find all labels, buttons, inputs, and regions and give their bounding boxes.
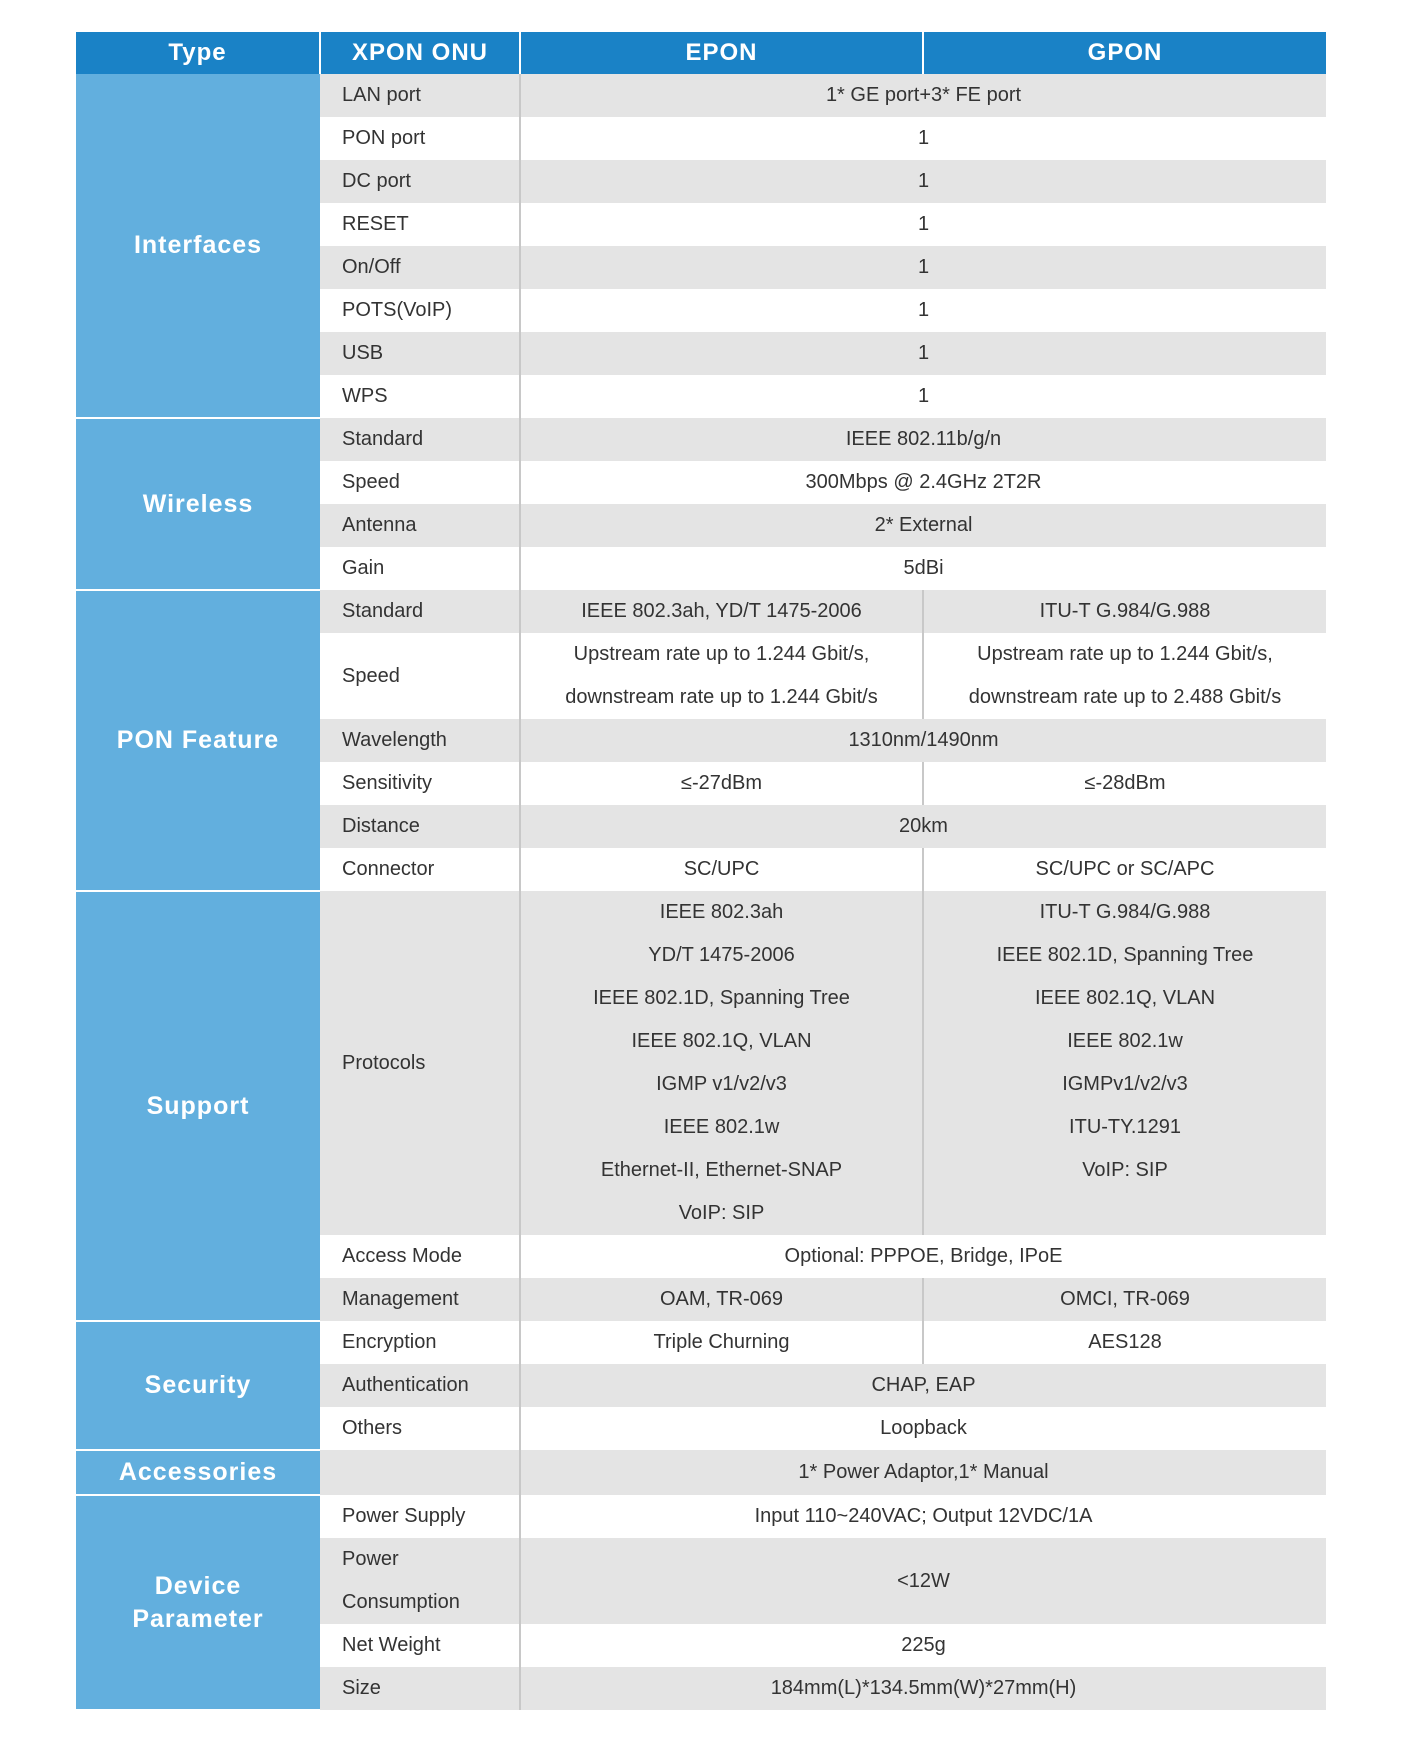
protocol-item: ITU-TY.1291 [1069,1116,1181,1138]
protocol-item: IEEE 802.3ah [659,901,784,923]
gpon-value: OMCI, TR-069 [923,1278,1326,1321]
row-value: <12W [520,1538,1326,1624]
gpon-value: SC/UPC or SC/APC [923,848,1326,891]
row-label: POTS(VoIP) [320,289,520,332]
epon-speed-line: Upstream rate up to 1.244 Gbit/s, [573,643,870,665]
table-row [76,891,1326,1235]
row-label: Distance [320,805,520,848]
gpon-value: ITU-T G.984/G.988 [923,590,1326,633]
header-xpon-onu: XPON ONU [320,32,520,74]
table-row [76,418,1326,461]
protocol-item: IGMPv1/v2/v3 [1062,1073,1188,1095]
row-label: DC port [320,160,520,203]
epon-speed-line: downstream rate up to 1.244 Gbit/s [565,686,878,708]
group-accessories: Accessories [76,1450,320,1495]
protocol-item: IEEE 802.1Q, VLAN [1034,987,1216,1009]
table-row [76,1321,1326,1364]
group-device-line-2: Parameter [132,1604,264,1633]
row-label: Connector [320,848,520,891]
row-label [320,1450,520,1495]
epon-protocols [520,891,923,1235]
row-value: Loopback [520,1407,1326,1450]
row-label: Standard [320,590,520,633]
row-value: 300Mbps @ 2.4GHz 2T2R [520,461,1326,504]
row-label: WPS [320,375,520,418]
row-value: 1 [520,246,1326,289]
row-label: Authentication [320,1364,520,1407]
protocol-item: YD/T 1475-2006 [648,944,795,966]
header-gpon: GPON [923,32,1326,74]
protocol-item: IEEE 802.1D, Spanning Tree [593,987,850,1009]
table-row [76,1450,1326,1495]
protocol-item: IEEE 802.1w [1067,1030,1183,1052]
group-support: Support [76,891,320,1321]
row-label: RESET [320,203,520,246]
row-label: Protocols [320,891,520,1235]
row-value: 1 [520,160,1326,203]
row-label: Power Supply [320,1495,520,1538]
protocol-item: IEEE 802.1D, Spanning Tree [996,944,1254,966]
row-label: Wavelength [320,719,520,762]
epon-value: ≤-27dBm [520,762,923,805]
row-label: Encryption [320,1321,520,1364]
protocol-item: IEEE 802.1Q, VLAN [631,1030,812,1052]
protocol-item: IEEE 802.1w [663,1116,780,1138]
row-label: Others [320,1407,520,1450]
protocol-item: Ethernet-II, Ethernet-SNAP [600,1159,843,1181]
row-label: Sensitivity [320,762,520,805]
row-value: 1 [520,375,1326,418]
group-interfaces: Interfaces [76,74,320,418]
row-value: 1 [520,332,1326,375]
group-security: Security [76,1321,320,1450]
row-label: PON port [320,117,520,160]
table-row [76,74,1326,117]
gpon-speed-line: Upstream rate up to 1.244 Gbit/s, [977,643,1273,665]
group-pon-feature: PON Feature [76,590,320,891]
table-row [76,1495,1326,1538]
row-value: 1 [520,289,1326,332]
header-row [76,32,1326,74]
header-epon: EPON [520,32,923,74]
protocol-item: VoIP: SIP [678,1202,765,1224]
row-label: On/Off [320,246,520,289]
group-wireless: Wireless [76,418,320,590]
row-label: Management [320,1278,520,1321]
protocol-item: IGMP v1/v2/v3 [656,1073,787,1095]
row-label: Net Weight [320,1624,520,1667]
row-value: 5dBi [520,547,1326,590]
row-value: Optional: PPPOE, Bridge, IPoE [520,1235,1326,1278]
row-label: Gain [320,547,520,590]
row-label: LAN port [320,74,520,117]
row-label: Access Mode [320,1235,520,1278]
protocol-item: VoIP: SIP [1082,1159,1168,1181]
epon-value: Triple Churning [520,1321,923,1364]
row-value: IEEE 802.11b/g/n [520,418,1326,461]
row-label: Speed [320,461,520,504]
row-value: 1* GE port+3* FE port [520,74,1326,117]
row-value: 1* Power Adaptor,1* Manual [520,1450,1326,1495]
row-value: 1 [520,203,1326,246]
epon-value: OAM, TR-069 [520,1278,923,1321]
row-value: 225g [520,1624,1326,1667]
header-type: Type [76,32,320,74]
row-value: 184mm(L)*134.5mm(W)*27mm(H) [520,1667,1326,1710]
row-value: CHAP, EAP [520,1364,1326,1407]
epon-value: SC/UPC [520,848,923,891]
row-label: Speed [320,633,520,719]
row-label: Size [320,1667,520,1710]
epon-value: IEEE 802.3ah, YD/T 1475-2006 [520,590,923,633]
spec-table [76,32,1326,1711]
row-label: Power Consumption [320,1538,520,1624]
row-label: USB [320,332,520,375]
gpon-protocols [923,891,1326,1235]
table-row [76,590,1326,633]
row-value: 1 [520,117,1326,160]
gpon-value: AES128 [923,1321,1326,1364]
gpon-value [923,633,1326,719]
protocol-item: ITU-T G.984/G.988 [1039,901,1211,923]
row-label: Antenna [320,504,520,547]
row-value: Input 110~240VAC; Output 12VDC/1A [520,1495,1326,1538]
row-label: Standard [320,418,520,461]
gpon-speed-line: downstream rate up to 2.488 Gbit/s [968,686,1282,708]
group-device-line-1: Device [154,1571,242,1600]
row-value: 2* External [520,504,1326,547]
gpon-value: ≤-28dBm [923,762,1326,805]
group-device-parameter [76,1495,320,1710]
row-value: 1310nm/1490nm [520,719,1326,762]
epon-value [520,633,923,719]
row-value: 20km [520,805,1326,848]
